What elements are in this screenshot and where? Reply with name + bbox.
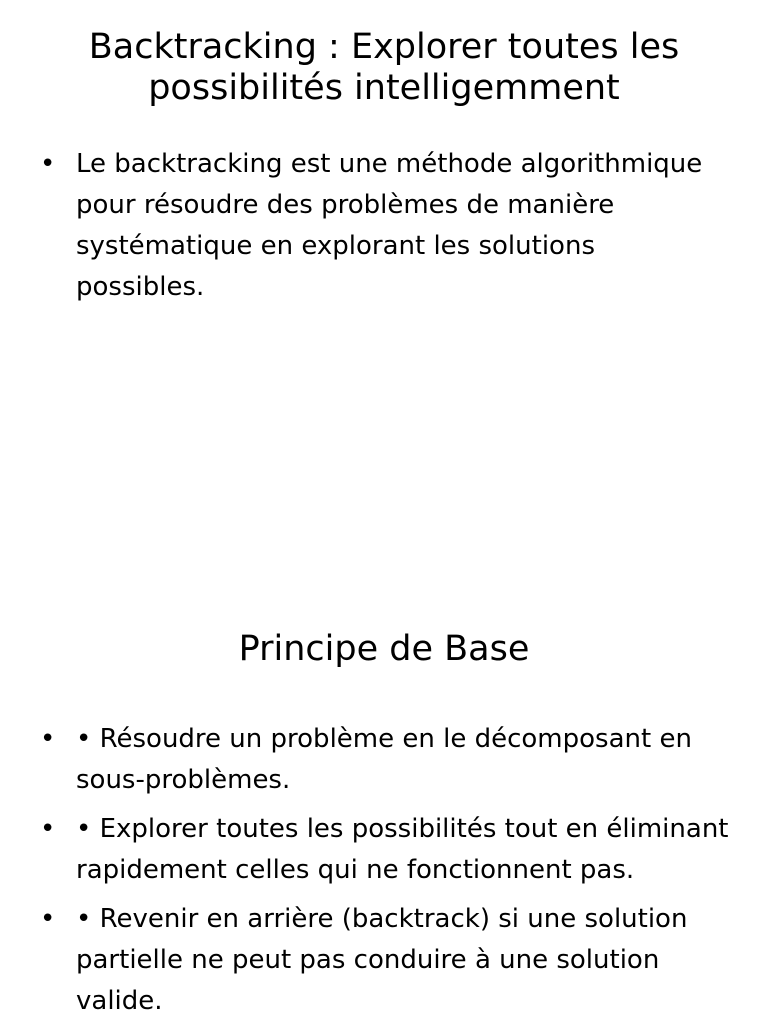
bullet-text: • Revenir en arrière (backtrack) si une solution partielle ne peut pas conduire à une solution valide. <box>76 904 688 1016</box>
bullet-item <box>40 719 730 801</box>
bullet-text: • Explorer toutes les possibilités tout en éliminant rapidement celles qui ne fonctionnent pas. <box>76 814 729 885</box>
bullet-icon: • <box>40 149 56 179</box>
slide-title: Principe de Base <box>238 629 530 669</box>
bullet-icon: • <box>40 724 56 754</box>
bullet-item <box>40 144 730 308</box>
bullet-icon: • <box>40 814 56 844</box>
bullet-icon: • <box>40 904 56 934</box>
bullet-text: Le backtracking est une méthode algorithmique pour résoudre des problèmes de manière systématique en explorant les solutions possibles. <box>76 149 703 302</box>
bullet-list <box>40 144 730 316</box>
bullet-text: • Résoudre un problème en le décomposant en sous-problèmes. <box>76 724 692 795</box>
slide-2 <box>0 512 768 1024</box>
bullet-list <box>40 719 730 1030</box>
slide-1 <box>0 0 768 512</box>
bullet-item <box>40 809 730 891</box>
slide-title: Backtracking : Explorer toutes les possibilités intelligemment <box>88 27 680 108</box>
bullet-item <box>40 899 730 1022</box>
